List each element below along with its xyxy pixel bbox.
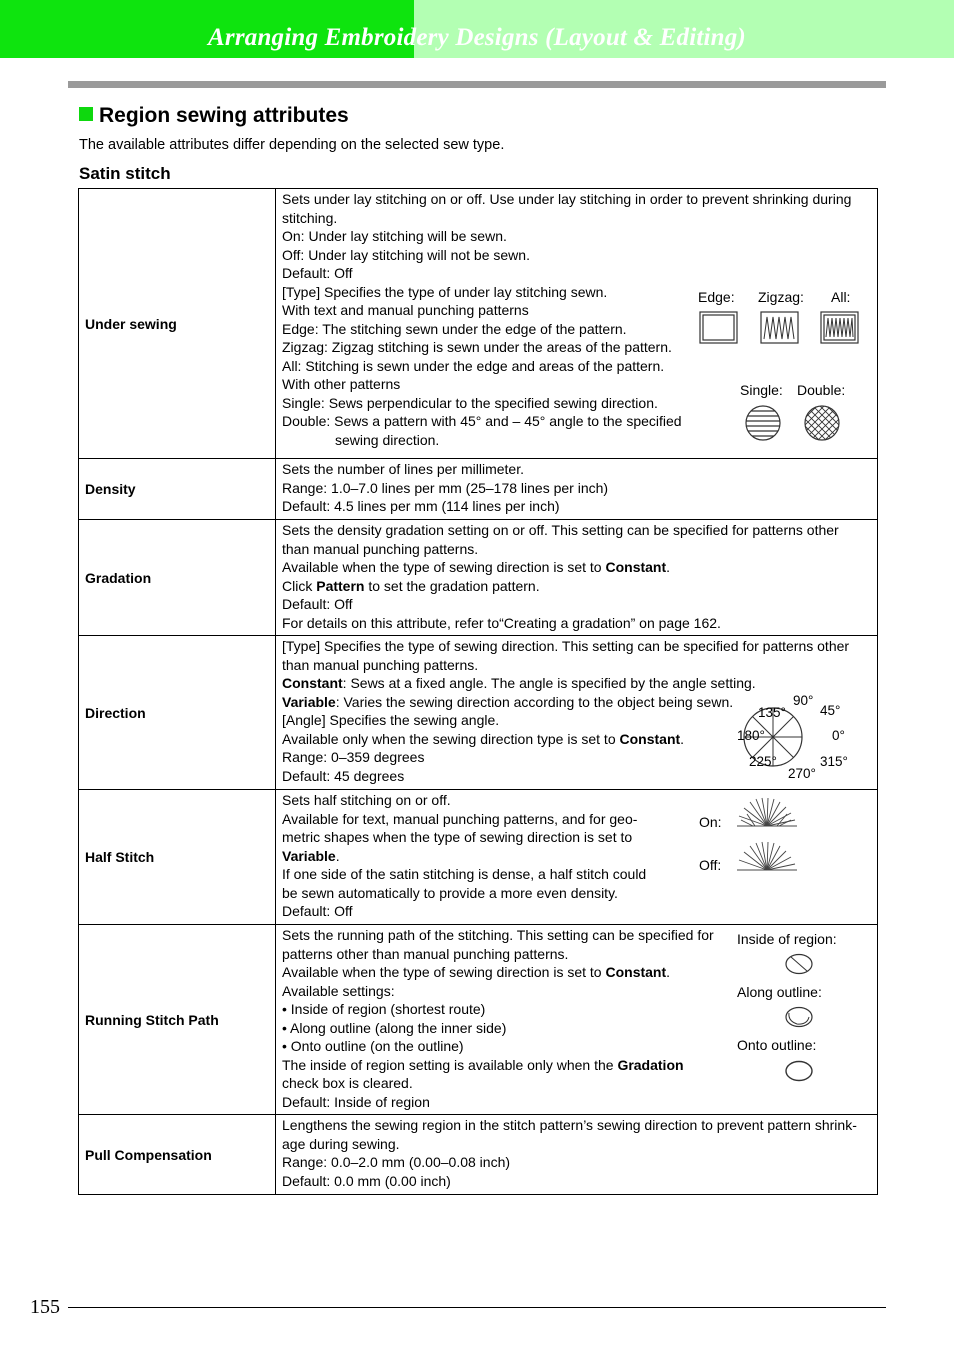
- all-underlay-icon: [820, 311, 860, 345]
- label-zigzag: Zigzag:: [758, 289, 804, 305]
- half-stitch-on-label: On:: [699, 814, 722, 830]
- half-stitch-off-icon: [735, 840, 799, 872]
- zigzag-underlay-icon: [760, 311, 800, 345]
- table-row: [79, 1115, 877, 1195]
- footer-rule: [68, 1307, 886, 1308]
- angle-225-label: 225°: [749, 754, 777, 769]
- inside-of-region-label: Inside of region:: [737, 931, 837, 947]
- header-rule: [68, 81, 886, 88]
- angle-180-label: 180°: [737, 728, 765, 743]
- half-stitch-on-icon: [735, 796, 799, 828]
- row-description: Sets the number of lines per millimeter. Range: 1.0–7.0 lines per mm (25–178 lines per inch) Default: 4.5 lines per mm (114 lines per inch): [282, 461, 609, 514]
- label-single: Single:: [740, 382, 783, 398]
- row-description: Sets under lay stitching on or off. Use under lay stitching in order to prevent shrinking during stitching. On: Under lay stitching will be sewn. Off: Under lay stitching will not be sewn. Default: Off [Type] Specifies the type of under lay stitching sewn. With text and manual punching patterns Edge: The stitching sewn under the edge of the pattern. Zigzag: Zigzag stitching is sewn under the areas of the pattern. All: Stitching is sewn under the edge and areas of the pattern. With other patterns Single: Sews perpendicular to the specified sewing direction. Double: Sews a pattern with 45° and – 45° angle to the specified sewing direction.: [282, 191, 852, 448]
- along-outline-label: Along outline:: [737, 984, 822, 1000]
- onto-outline-icon: [783, 1059, 815, 1083]
- angle-315-label: 315°: [820, 754, 848, 769]
- table-row: [79, 459, 877, 520]
- label-double: Double:: [797, 382, 846, 398]
- table-row: [79, 189, 877, 459]
- table-row: [79, 925, 877, 1115]
- heading-square-icon: [79, 107, 93, 121]
- row-label: Running Stitch Path: [79, 925, 276, 1114]
- edge-underlay-icon: [699, 311, 739, 345]
- row-label: Half Stitch: [79, 790, 276, 924]
- table-row: [79, 520, 877, 636]
- row-description: Sets half stitching on or off. Available for text, manual punching patterns, and for geo- metric shapes when the type of sewing direction is set to Variable. If one side of the satin stitching is dense, a half stitch could be sewn automatically to provide a more even density. Default: Off: [282, 792, 647, 919]
- row-label: Pull Compensation: [79, 1115, 276, 1194]
- row-description: [Type] Specifies the type of sewing direction. This setting can be specified for patterns other than manual punching patterns. Constant: Sews at a fixed angle. The angle is specified by the angle setting. Variable: Varies the sewing direction according to the object being sewn. [Angle] Specifies the sewing angle. Available only when the sewing direction type is set to Constant. Range: 0–359 degrees Default: 45 degrees: [282, 638, 850, 784]
- row-description: Sets the running path of the stitching. This setting can be specified for patterns other than manual punching patterns. Available when the type of sewing direction is set to Constant. Available settings: • Inside of region (shortest route) • Along outline (along the inner side) • Onto outline (on the outline) The inside of region setting is available only when the Gradation check box is cleared. Default: Inside of region: [282, 927, 714, 1110]
- section-heading: Region sewing attributes: [79, 104, 349, 128]
- table-row: [79, 636, 877, 790]
- page-title: Arranging Embroidery Designs (Layout & Editing): [208, 24, 746, 51]
- onto-outline-label: Onto outline:: [737, 1037, 817, 1053]
- inside-of-region-icon: [783, 952, 815, 976]
- section-intro: The available attributes differ depending on the selected sew type.: [79, 137, 505, 153]
- angle-0-label: 0°: [832, 728, 845, 743]
- angle-270-label: 270°: [788, 766, 816, 781]
- single-underlay-icon: [745, 405, 781, 441]
- row-description: Sets the density gradation setting on or off. This setting can be specified for patterns other than manual punching patterns. Available when the type of sewing direction is set to Constant. Click Pattern to set the gradation pattern. Default: Off For details on this attribute, refer to“Creating a gradation” on page 162.: [282, 522, 839, 631]
- label-edge: Edge:: [698, 289, 735, 305]
- along-outline-icon: [783, 1005, 815, 1029]
- half-stitch-off-label: Off:: [699, 857, 722, 873]
- subheading-satin-stitch: Satin stitch: [79, 164, 171, 183]
- row-label: Direction: [79, 636, 276, 789]
- row-label: Gradation: [79, 520, 276, 635]
- row-label: Density: [79, 459, 276, 519]
- angle-135-label: 135°: [758, 705, 786, 720]
- row-label: Under sewing: [79, 189, 276, 458]
- double-underlay-icon: [804, 405, 840, 441]
- page-number: 155: [30, 1296, 60, 1318]
- angle-45-label: 45°: [820, 703, 841, 718]
- label-all: All:: [831, 289, 851, 305]
- row-description: Lengthens the sewing region in the stitch pattern’s sewing direction to prevent pattern shrink- age during sewing. Range: 0.0–2.0 mm (0.00–0.08 inch) Default: 0.0 mm (0.00 inch): [282, 1117, 857, 1189]
- angle-90-label: 90°: [793, 693, 814, 708]
- attributes-table: [78, 188, 878, 1195]
- table-row: [79, 790, 877, 925]
